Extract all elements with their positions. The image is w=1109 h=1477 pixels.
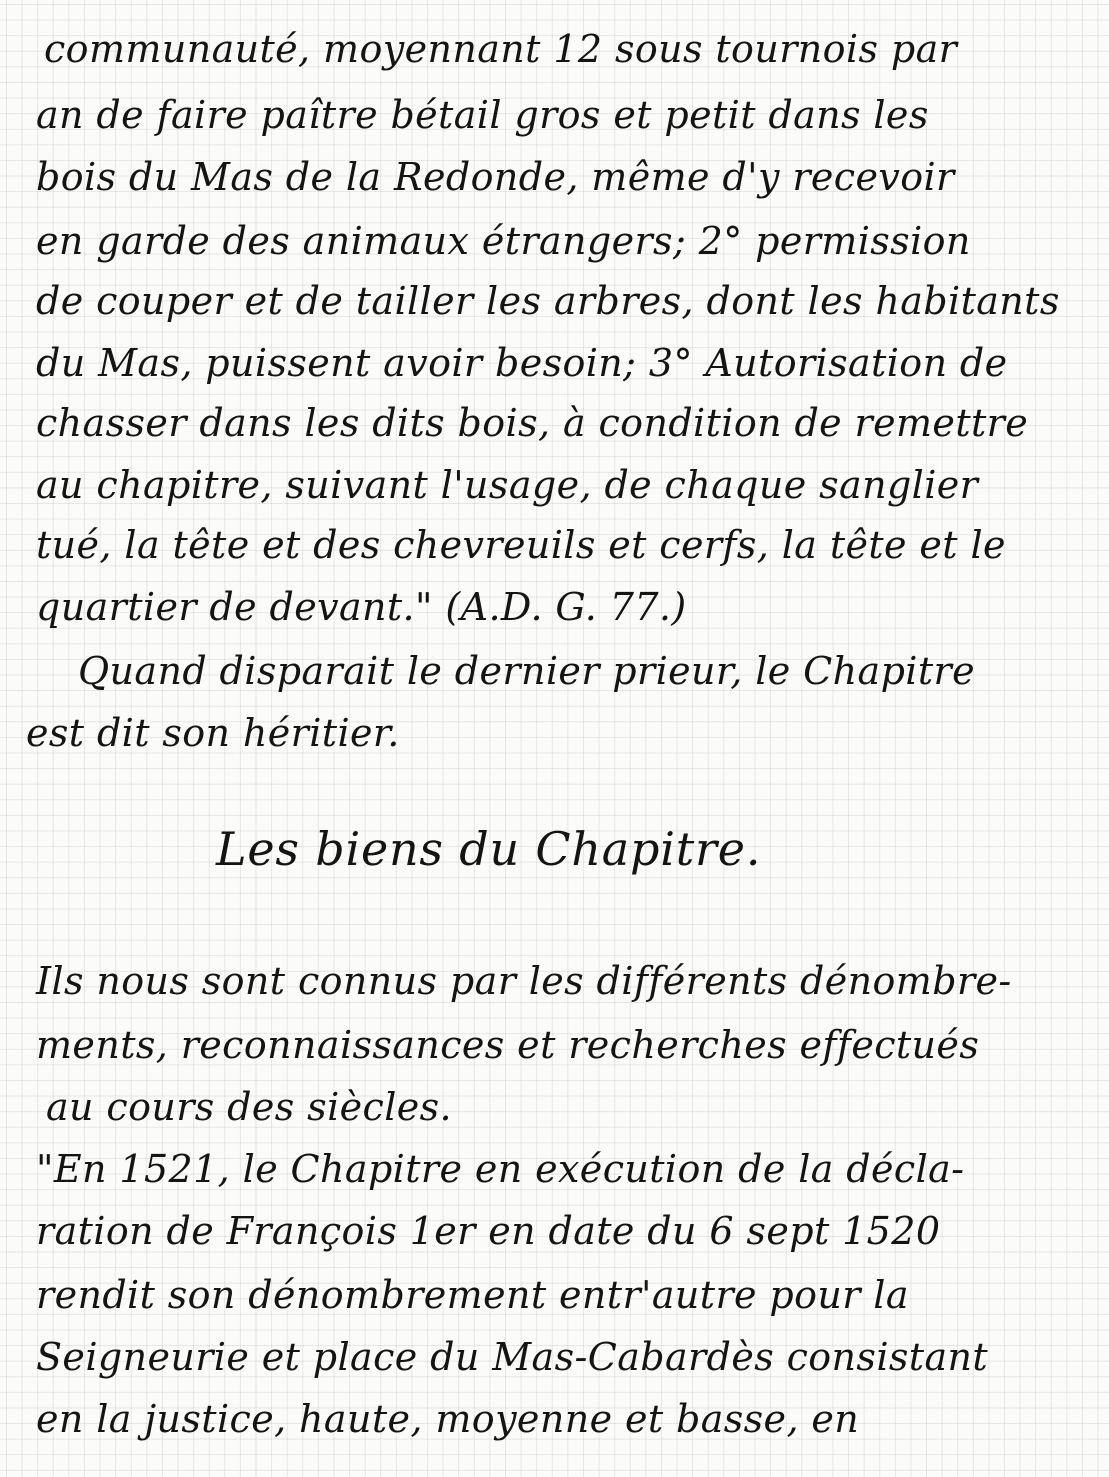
text-line: Ils nous sont connus par les différents dénombre- xyxy=(36,959,1012,1003)
text-line: bois du Mas de la Redonde, même d'y recevoir xyxy=(36,155,955,199)
text-line: en garde des animaux étrangers; 2° permission xyxy=(36,219,971,263)
text-line: de couper et de tailler les arbres, dont les habitants xyxy=(36,279,1060,323)
section-title: Les biens du Chapitre. xyxy=(216,822,762,876)
text-line: du Mas, puissent avoir besoin; 3° Autorisation de xyxy=(36,341,1008,385)
text-line: an de faire paître bétail gros et petit dans les xyxy=(36,93,929,137)
text-line: tué, la tête et des chevreuils et cerfs, la tête et le xyxy=(36,523,1006,567)
text-line: est dit son héritier. xyxy=(26,711,400,755)
text-line: ration de François 1er en date du 6 sept 1520 xyxy=(36,1209,941,1253)
text-line: au cours des siècles. xyxy=(46,1085,453,1129)
text-line: chasser dans les dits bois, à condition de remettre xyxy=(36,401,1029,445)
text-line: rendit son dénombrement entr'autre pour la xyxy=(36,1273,909,1317)
text-line: en la justice, haute, moyenne et basse, en xyxy=(36,1397,860,1441)
text-line: communauté, moyennant 12 sous tournois par xyxy=(44,27,958,71)
text-line: au chapitre, suivant l'usage, de chaque sanglier xyxy=(36,463,979,507)
text-line: "En 1521, le Chapitre en exécution de la décla- xyxy=(36,1147,965,1191)
text-line: quartier de devant." (A.D. G. 77.) xyxy=(36,585,687,629)
text-line: ments, reconnaissances et recherches effectués xyxy=(36,1023,980,1067)
text-line: Seigneurie et place du Mas-Cabardès consistant xyxy=(36,1335,989,1379)
text-line: Quand disparait le dernier prieur, le Chapitre xyxy=(78,649,975,693)
